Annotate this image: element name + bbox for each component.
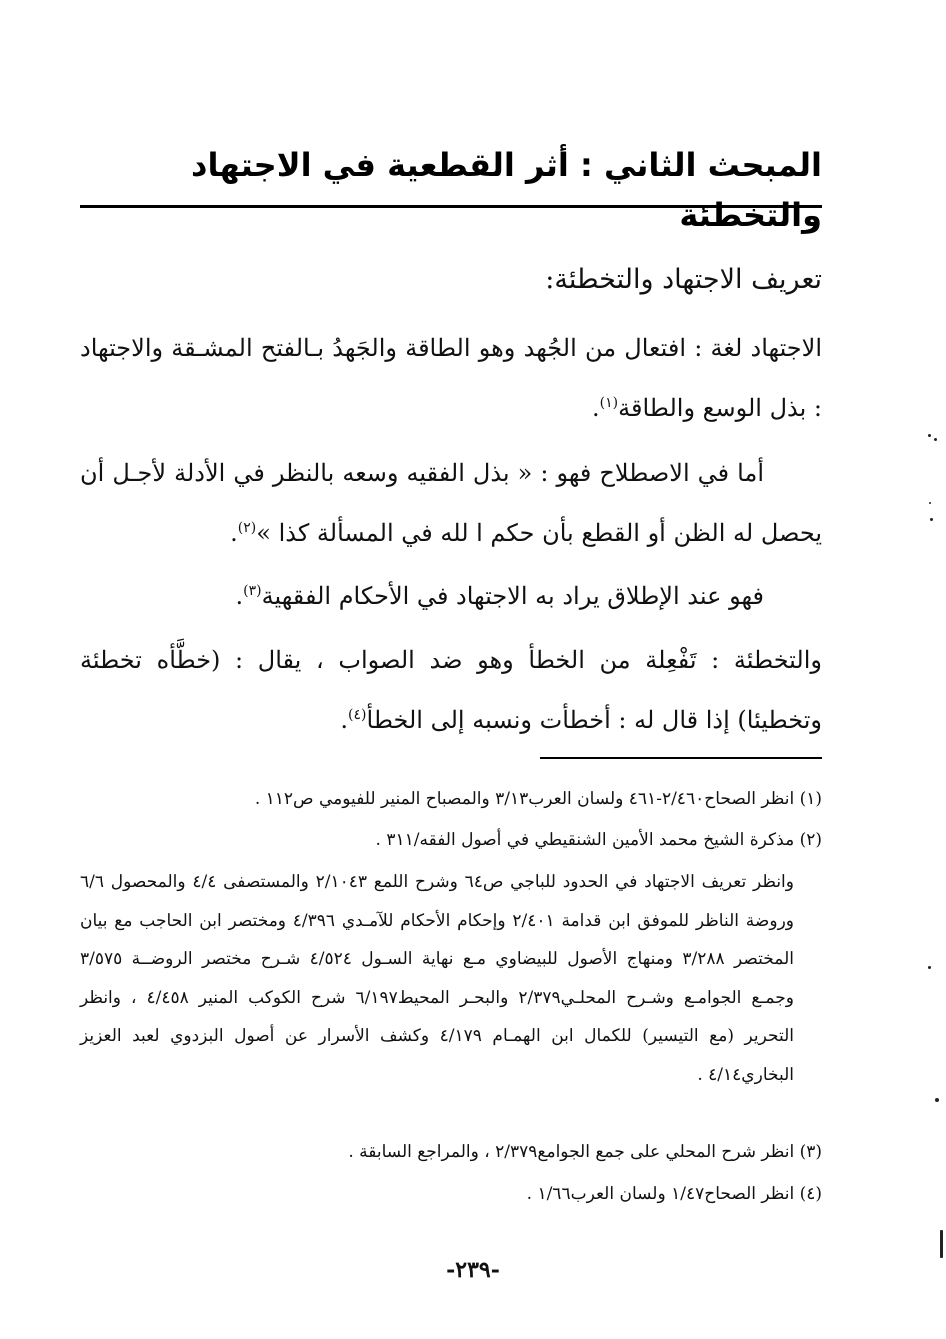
footnote-separator bbox=[540, 757, 822, 759]
paragraph-text: الاجتهاد لغة : افتعال من الجُهد وهو الطاقة والجَهدُ بـالفتح المشـقة والاجتهاد : بذل الوسع والطاقة bbox=[80, 334, 822, 422]
paragraph-text: والتخطئة : تَفْعِلة من الخطأ وهو ضد الصواب ، يقال : (خطَّأه تخطئة وتخطيئا) إذا قال له : أخطأت ونسبه إلى الخطأ bbox=[80, 646, 822, 734]
footnote-ref[interactable]: (٤) bbox=[348, 707, 367, 723]
scan-edge-mark bbox=[940, 1230, 943, 1258]
paragraph-text: أما في الاصطلاح فهو : « بذل الفقيه وسعه بالنظر في الأدلة لأجـل أن يحصل له الظن أو القطع بأن حكم ا لله في المسألة كذا » bbox=[80, 459, 822, 547]
scan-speck bbox=[934, 438, 937, 441]
footnote-ref[interactable]: (١) bbox=[599, 395, 619, 411]
section-subheading: تعريف الاجتهاد والتخطئة: bbox=[545, 264, 822, 295]
scan-speck bbox=[929, 502, 931, 504]
footnote-ref[interactable]: (٢) bbox=[237, 520, 257, 536]
footnote-2-continuation: وانظر تعريف الاجتهاد في الحدود للباجي ص٦٤ وشرح اللمع ٢/١٠٤٣ والمستصفى ٤/٤ والمحصول ٦/٦ وروضة الناظر للموفق ابن قدامة ٢/٤٠١ وإحكام الأحكام للآمـدي ٤/٣٩٦ ومختصر ابن الحاجب مع بيان المختصر ٣/٢٨٨ ومنهاج الأصول للبيضاوي مـع نهاية السـول ٤/٥٢٤ شـرح مختصر الروضــة ٣/٥٧٥ وجمـع الجوامـع وشـرح المحلـي٢/٣٧٩ والبحـر المحيط٦/١٩٧ شرح الكوكب المنير ٤/٤٥٨ ، وانظر التحرير (مع التيسير) للكمال ابن الهمـام ٤/١٧٩ وكشف الأسرار عن أصول البزدوي لعبد العزيز البخاري٤/١٤ . bbox=[80, 872, 794, 1085]
paragraph-end: . bbox=[230, 519, 238, 547]
chapter-title: المبحث الثاني : أثر القطعية في الاجتهاد والتخطئة bbox=[191, 146, 822, 234]
footnote-4: (٤) انظر الصحاح١/٤٧ ولسان العرب١/٦٦ . bbox=[526, 1184, 822, 1204]
paragraph-end: . bbox=[235, 582, 244, 610]
scan-speck bbox=[930, 518, 933, 521]
paragraph-lexical-definition bbox=[80, 318, 822, 438]
page-number: -٢٣٩- bbox=[446, 1257, 500, 1283]
footnote-ref[interactable]: (٣) bbox=[243, 583, 262, 599]
scan-speck bbox=[928, 434, 931, 437]
paragraph-text: فهو عند الإطلاق يراد به الاجتهاد في الأحكام الفقهية bbox=[261, 582, 764, 610]
footnote-3: (٣) انظر شرح المحلي على جمع الجوامع٢/٣٧٩ ، والمراجع السابقة . bbox=[348, 1142, 822, 1162]
scan-speck bbox=[928, 966, 931, 969]
scan-speck bbox=[935, 1098, 939, 1102]
title-underline bbox=[80, 205, 822, 208]
paragraph-end: . bbox=[340, 706, 349, 734]
paragraph-technical-definition bbox=[80, 443, 822, 563]
paragraph-end: . bbox=[592, 394, 600, 422]
paragraph-general-usage bbox=[80, 566, 822, 626]
footnote-2: (٢) مذكرة الشيخ محمد الأمين الشنقيطي في أصول الفقه/٣١١ . bbox=[375, 830, 822, 850]
footnote-1: (١) انظر الصحاح٢/٤٦٠-٤٦١ ولسان العرب٣/١٣ والمصباح المنير للفيومي ص١١٢ . bbox=[254, 789, 822, 809]
paragraph-takhtia-definition bbox=[80, 630, 822, 750]
